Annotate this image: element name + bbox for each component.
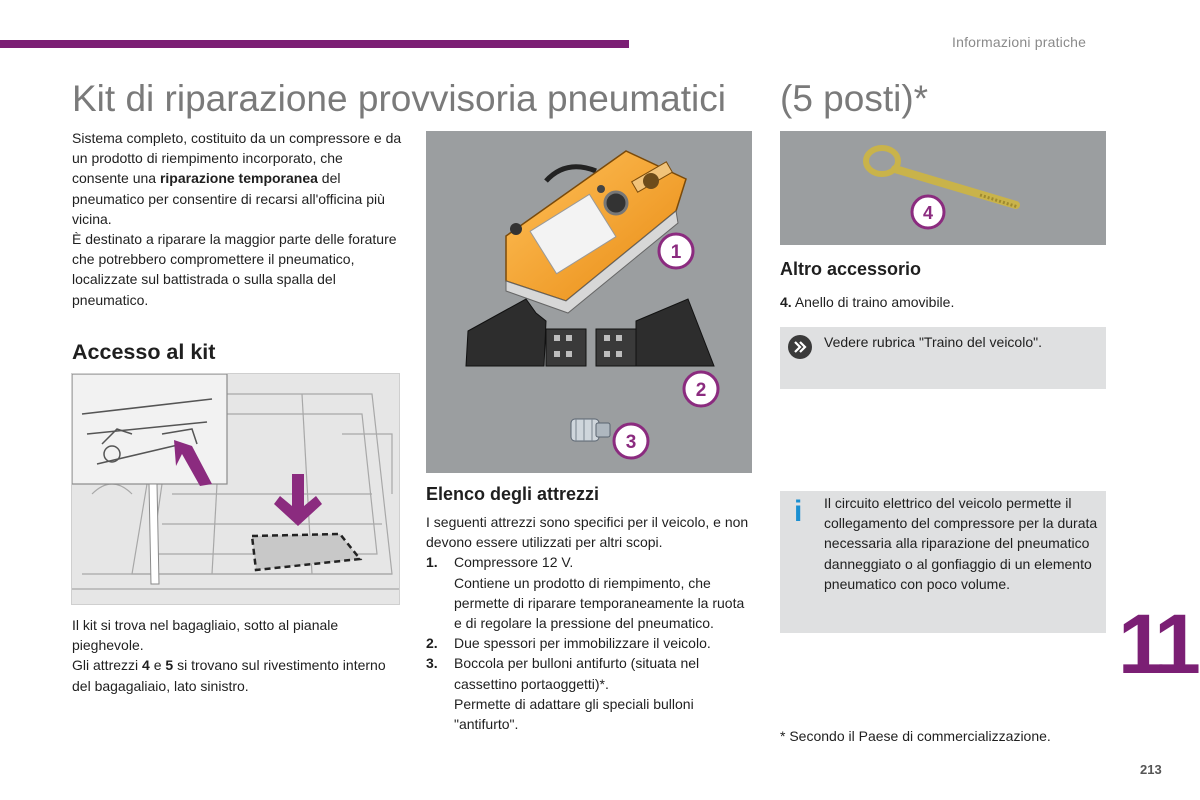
intro-text xyxy=(72,128,402,310)
section-name: Informazioni pratiche xyxy=(952,34,1087,50)
access-text-2b: e xyxy=(153,657,162,674)
wheel-chock-left xyxy=(466,299,546,366)
page-number: 213 xyxy=(1140,762,1162,777)
info-box xyxy=(780,491,1106,633)
see-also-text: Vedere rubrica "Traino del veicolo". xyxy=(824,334,1042,350)
see-also-box xyxy=(780,327,1106,389)
callout-4 xyxy=(912,196,944,228)
accessory-number: 4. xyxy=(780,294,792,310)
svg-text:3: 3 xyxy=(625,432,637,453)
list-item xyxy=(426,633,751,653)
arrow-right-circle-icon xyxy=(788,335,812,359)
access-text xyxy=(72,615,402,696)
tools-list xyxy=(426,552,751,734)
list-item-number: 3. xyxy=(426,655,438,672)
info-icon: i xyxy=(794,495,803,528)
callout-3 xyxy=(614,424,648,458)
access-tool-number-5: 5 xyxy=(165,657,174,674)
list-item-number: 2. xyxy=(426,635,438,652)
list-item-number: 1. xyxy=(426,554,438,571)
accessory-text xyxy=(780,292,1106,312)
info-text: Il circuito elettrico del veicolo permette il collegamento del compressore per la durata necessaria alla riparazione del pneumatico danneggiato o al gonfiaggio di un elemento pneumatico con poco volume. xyxy=(824,495,1098,592)
accessory-desc: Anello di traino amovibile. xyxy=(794,294,955,310)
access-tool-number-4: 4 xyxy=(142,657,150,674)
intro-p1-bold: riparazione temporanea xyxy=(159,170,318,187)
footnote: * Secondo il Paese di commercializzazione. xyxy=(780,728,1051,744)
list-item xyxy=(426,552,751,633)
tools-image-panel xyxy=(426,131,752,473)
list-item-desc: Contiene un prodotto di riempimento, che permette di riparare temporaneamente la ruota e di regolare la pressione del pneumatico. xyxy=(454,574,745,632)
intro-p1-end: del pneumatico per consentire di recarsi all'officina più vicina. xyxy=(72,170,385,227)
page-title: Kit di riparazione provvisoria pneumatici xyxy=(72,78,726,119)
antitheft-socket xyxy=(571,419,610,441)
header-accent-bar xyxy=(0,40,629,48)
trunk-drawing xyxy=(72,374,399,604)
towing-eye-image-panel xyxy=(780,131,1106,245)
accessory-heading: Altro accessorio xyxy=(780,259,922,279)
intro-p1: Sistema completo, costituito da un compressore e da un prodotto di riempimento incorporato, che consente una xyxy=(72,130,402,187)
wheel-chock-right-base xyxy=(596,329,636,366)
intro-p2: È destinato a riparare la maggior parte delle forature che potrebbero compromettere il pneumatico, localizzate sul battistrada o sulla spalla del pneumatico. xyxy=(72,231,397,308)
wheel-chock-right xyxy=(636,299,714,366)
list-item-title: Compressore 12 V. xyxy=(454,554,574,571)
tools-section xyxy=(426,512,751,734)
tools-illustration xyxy=(426,131,752,473)
svg-text:4: 4 xyxy=(922,203,934,223)
page-title-suffix: (5 posti)* xyxy=(780,78,929,119)
access-text-2a: Gli attrezzi xyxy=(72,657,139,674)
list-item xyxy=(426,653,751,734)
tools-heading: Elenco degli attrezzi xyxy=(426,484,600,504)
list-item-title: Due spessori per immobilizzare il veicolo. xyxy=(454,635,711,652)
access-text-1: Il kit si trova nel bagagliaio, sotto al pianale pieghevole. xyxy=(72,617,339,654)
towing-eye-illustration xyxy=(780,131,1106,245)
trunk-illustration xyxy=(71,373,400,605)
svg-text:2: 2 xyxy=(695,380,707,401)
svg-text:1: 1 xyxy=(670,242,682,263)
list-item-desc: Permette di adattare gli speciali bulloni "antifurto". xyxy=(454,695,694,733)
access-text-2c: si trovano sul rivestimento interno del bagagaliaio, lato sinistro. xyxy=(72,657,386,694)
tools-intro: I seguenti attrezzi sono specifici per il veicolo, e non devono essere utilizzati per altri scopi. xyxy=(426,514,749,551)
access-heading: Accesso al kit xyxy=(72,340,216,364)
towing-eye-shaft xyxy=(895,169,1016,205)
chapter-number: 11 xyxy=(1118,597,1195,691)
list-item-title: Boccola per bulloni antifurto (situata nel cassettino portaoggetti)*. xyxy=(454,655,700,692)
callout-2 xyxy=(684,372,718,406)
callout-1 xyxy=(659,234,693,268)
